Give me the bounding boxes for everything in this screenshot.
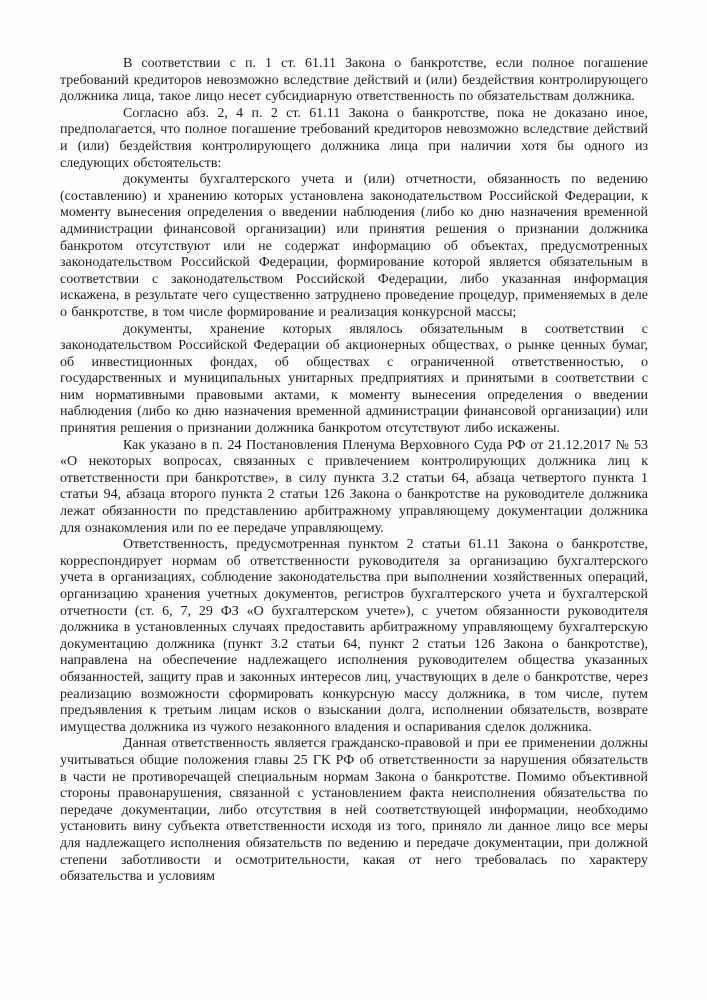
paragraph-responsibility-correspondence: Ответственность, предусмотренная пунктом 2 статьи 61.11 Закона о банкротстве, корреспондирует нормам об ответственности руководителя за организацию бухгалтерского учета в организациях, соблюдение законодательства при выполнении хозяйственных операций, организацию хранения учетных документов, регистров бухгалтерского учета и бухгалтерской отчетности (ст. 6, 7, 29 ФЗ «О бухгалтерском учете»), с учетом обязанности руководителя должника в установленных случаях предоставить арбитражному управляющему бухгалтерскую документацию должника (пункт 3.2 статьи 64, пункт 2 статьи 126 Закона о банкротстве), направлена на обеспечение надлежащего исполнения руководителем общества указанных обязанностей, защиту прав и законных интересов лиц, участвующих в деле о банкротстве, через реализацию возможности сформировать конкурсную массу должника, в том числе, путем предъявления к третьим лицам исков о взыскании долга, исполнении обязательств, возврате имущества должника из чужого незаконного владения и оспаривания сделок должника.	[60, 537, 648, 735]
paragraph-accounting-documents-missing: документы бухгалтерского учета и (или) отчетности, обязанность по ведению (составлению) и хранению которых установлена законодательством Российской Федерации, к моменту вынесения определения о введении наблюдения (либо ко дню назначения временной администрации финансовой организации) или принятия решения о признании должника банкротом отсутствуют или не содержат информацию об объектах, предусмотренных законодательством Российской Федерации, формирование которой является обязательным в соответствии с законодательством Российской Федерации, либо указанная информация искажена, в результате чего существенно затруднено проведение процедур, применяемых в деле о банкротстве, в том числе формирование и реализация конкурсной массы;	[60, 172, 648, 320]
paragraph-plenum-resolution-53: Как указано в п. 24 Постановления Пленума Верховного Суда РФ от 21.12.2017 № 53 «О некоторых вопросах, связанных с привлечением контролирующих должника лиц к ответственности при банкротстве», в силу пункта 3.2 статьи 64, абзаца четвертого пункта 1 статьи 94, абзаца второго пункта 2 статьи 126 Закона о банкротстве на руководителе должника лежат обязанности по представлению арбитражному управляющему документации должника для ознакомления или по ее передаче управляющему.	[60, 437, 648, 536]
paragraph-subsidiary-liability: В соответствии с п. 1 ст. 61.11 Закона о банкротстве, если полное погашение требований кредиторов невозможно вследствие действий и (или) бездействия контролирующего должника лица, такое лицо несет субсидиарную ответственность по обязательствам должника.	[60, 56, 648, 105]
paragraph-corporate-documents-missing: документы, хранение которых являлось обязательным в соответствии с законодательством Российской Федерации об акционерных обществах, о рынке ценных бумаг, об инвестиционных фондах, об обществах с ограниченной ответственностью, о государственных и муниципальных унитарных предприятиях и принятыми в соответствии с ним нормативными правовыми актами, к моменту вынесения определения о введении наблюдения (либо ко дню назначения временной администрации финансовой организации) или принятия решения о признании должника банкротом отсутствуют либо искажены.	[60, 321, 648, 437]
paragraph-civil-law-liability: Данная ответственность является гражданско-правовой и при ее применении должны учитываться общие положения главы 25 ГК РФ об ответственности за нарушения обязательств в части не противоречащей специальным нормам Закона о банкротстве. Помимо объективной стороны правонарушения, связанной с установлением факта неисполнения обязательства по передаче документации, либо отсутствия в ней соответствующей информации, необходимо установить вину субъекта ответственности исходя из того, приняло ли данное лицо все меры для надлежащего исполнения обязательств по ведению и передаче документации, при должной степени заботливости и осмотрительности, какая от него требовалась по характеру обязательства и условиям	[60, 736, 648, 885]
paragraph-presumption-conditions: Согласно абз. 2, 4 п. 2 ст. 61.11 Закона о банкротстве, пока не доказано иное, предполагается, что полное погашение требований кредиторов невозможно вследствие действий и (или) бездействия контролирующего должника лица при наличии хотя бы одного из следующих обстоятельств:	[60, 105, 648, 171]
